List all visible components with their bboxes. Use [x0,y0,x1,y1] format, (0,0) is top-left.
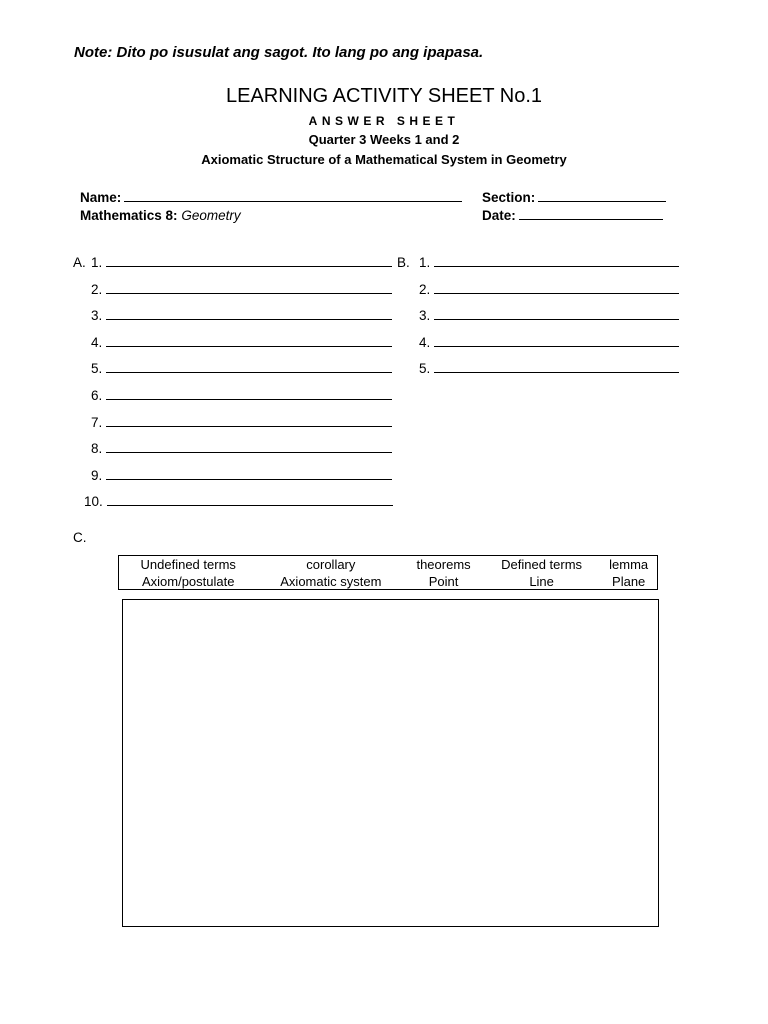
item-number: 1. [419,255,431,270]
part-b-item[interactable] [419,255,679,270]
part-b-item[interactable] [419,308,679,323]
word-bank-term: Line [529,574,554,589]
sheet-title: LEARNING ACTIVITY SHEET No.1 [225,85,543,107]
part-a-item[interactable] [91,255,392,270]
item-number: 2. [91,281,103,297]
answer-blank[interactable] [106,398,392,400]
item-number: 4. [91,334,103,350]
answer-blank[interactable] [106,292,392,294]
part-b-item[interactable] [419,361,679,376]
part-a-item[interactable] [84,494,393,509]
subject-value: Geometry [181,208,241,223]
item-number: 3. [91,308,103,324]
answer-blank[interactable] [434,318,679,320]
item-number: 7. [91,414,103,430]
word-bank-term: Plane [612,574,646,589]
answer-blank[interactable] [106,451,392,453]
word-bank-term: Undefined terms [140,557,236,572]
part-a-item[interactable] [91,335,392,350]
item-number: 1. [91,255,103,270]
word-bank-term: corollary [306,557,356,572]
item-number: 5. [91,361,103,377]
item-number: 6. [91,388,103,403]
answer-blank[interactable] [434,292,679,294]
date-label: Date: [482,208,516,223]
name-label: Name: [80,190,122,205]
word-bank-term: Defined terms [501,557,583,572]
answer-blank[interactable] [434,265,679,267]
item-number: 4. [419,334,431,350]
answer-blank[interactable] [106,478,392,480]
answer-blank[interactable] [106,318,392,320]
section-field[interactable] [482,190,666,205]
word-bank-row [119,573,657,590]
part-a-item[interactable] [91,282,392,297]
word-bank-table [119,556,657,590]
name-field[interactable] [80,190,462,205]
item-number: 3. [419,308,431,324]
date-blank[interactable] [519,218,663,220]
answer-blank[interactable] [106,425,392,427]
item-number: 8. [91,441,103,457]
quarter-label: Quarter 3 Weeks 1 and 2 [308,132,460,147]
part-a-label: A. [73,255,86,270]
subject-label: Mathematics 8: [80,208,178,223]
answer-area-box[interactable] [122,599,659,927]
subject-field [80,208,241,223]
item-number: 10. [84,494,103,510]
answer-blank[interactable] [434,345,679,347]
topic-label: Axiomatic Structure of a Mathematical System in Geometry [201,152,567,167]
instruction-note: Note: Dito po isusulat ang sagot. Ito lang po ang ipapasa. [74,44,484,61]
part-c-label: C. [73,530,87,545]
sheet-subtitle: ANSWER SHEET [308,114,460,128]
part-a-item[interactable] [91,441,392,456]
part-a-item[interactable] [91,308,392,323]
answer-blank[interactable] [106,345,392,347]
word-bank-term: Point [428,574,459,589]
name-blank[interactable] [124,200,462,202]
part-a-item[interactable] [91,415,392,430]
word-bank-box [118,555,658,590]
word-bank-term: theorems [416,557,471,572]
word-bank-row [119,556,657,573]
part-a-item[interactable] [91,388,392,403]
section-label: Section: [482,190,536,205]
part-a-item[interactable] [91,468,392,483]
part-b-item[interactable] [419,282,679,297]
answer-blank[interactable] [434,371,679,373]
answer-blank[interactable] [106,265,392,267]
answer-blank[interactable] [107,504,393,506]
item-number: 2. [419,281,431,297]
word-bank-term: Axiom/postulate [141,574,235,589]
item-number: 9. [91,467,103,483]
part-b-label: B. [397,255,410,270]
word-bank-term: lemma [609,557,649,572]
part-b-item[interactable] [419,335,679,350]
item-number: 5. [419,361,431,377]
answer-blank[interactable] [106,371,392,373]
part-a-item[interactable] [91,361,392,376]
date-field[interactable] [482,208,663,223]
section-blank[interactable] [538,200,666,202]
word-bank-term: Axiomatic system [280,574,382,589]
